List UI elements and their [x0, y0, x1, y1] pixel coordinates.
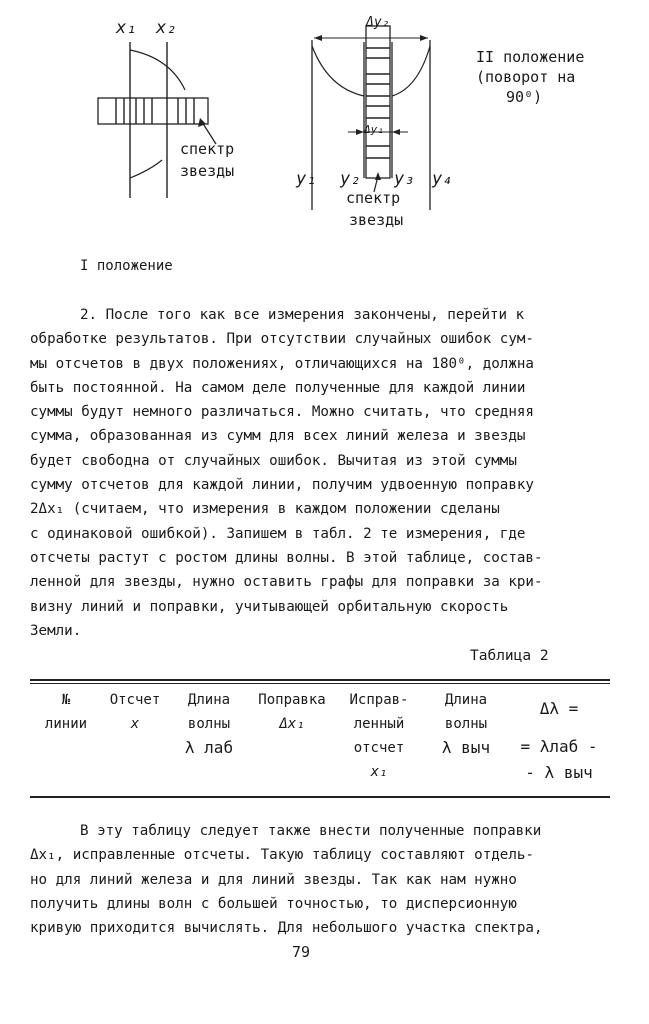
text-line: Земли.: [30, 622, 82, 639]
position-two-line3: 90⁰): [506, 88, 543, 106]
text-line: с одинаковой ошибкой). Запишем в табл. 2 те измерения, где: [30, 525, 526, 542]
position-two-line1: II положение: [476, 48, 585, 66]
axis-x1-label: x₁: [116, 18, 137, 38]
spectrum-lines: [116, 98, 194, 124]
position-two-line2: (поворот на: [476, 68, 576, 86]
table-header-computed-wavelength: Длина волны λ выч: [441, 692, 491, 757]
table-header-number: № линии: [44, 692, 88, 732]
image-arc-two: [312, 46, 364, 96]
text-line: 2Δx₁ (считаем, что измерения в каждом положении сделаны: [30, 501, 500, 518]
paragraph-1: [30, 303, 618, 643]
text-line: Δx₁, исправленные отсчеты. Такую таблицу составляют отдель-: [30, 847, 534, 864]
table-header-wavelength-difference: Δλ = = λлаб - - λ выч: [520, 699, 598, 782]
table-top-rule: [30, 679, 610, 681]
image-arc-two-right: [392, 46, 430, 96]
figure-position-one: [90, 20, 260, 200]
axis-x2-label: x₂: [156, 18, 177, 38]
text-line: ленной для звезды, нужно оставить графы для поправки за кри-: [30, 574, 543, 591]
spectrum-strip: [98, 98, 208, 124]
text-line: сумма, образованная из сумм для всех линий железа и звезды: [30, 428, 526, 445]
table-title: Таблица 2: [470, 648, 549, 664]
axis-y4-label: y₄: [432, 169, 453, 189]
spectrum-label-two-line1: спектр: [346, 189, 401, 207]
spectrum-lines-vertical: [366, 48, 390, 158]
table-top-rule-inner: [30, 683, 610, 684]
table-header-correction: Поправка Δx₁: [258, 692, 326, 732]
text-line: быть постоянной. На самом деле полученные для каждой линии: [30, 379, 526, 396]
text-line: но для линий железа и для линий звезды. Так как нам нужно: [30, 871, 517, 888]
spectrum-label-one-line2: звезды: [180, 162, 235, 180]
text-line: суммы будут немного различаться. Можно считать, что средняя: [30, 404, 534, 421]
table-header-reading: Отсчет x: [109, 692, 161, 732]
spectrum-label-one-line1: спектр: [180, 140, 235, 158]
table-bottom-rule: [30, 796, 610, 798]
axis-y1-label: y₁: [296, 169, 317, 189]
table-header-lab-wavelength: Длина волны λ лаб: [184, 692, 234, 757]
axis-y2-label: y₂: [340, 169, 361, 189]
page-number: 79: [292, 943, 311, 961]
position-two-label: [476, 47, 636, 107]
text-line: отсчеты растут с ростом длины волны. В этой таблице, состав-: [30, 549, 543, 566]
table-header-corrected-reading: Исправ- ленный отсчет x₁: [349, 692, 409, 780]
delta-y1-label: Δy₁: [364, 123, 384, 136]
text-line: получить длины волн с большей точностью, то дисперсионную: [30, 895, 517, 912]
text-line: визну линий и поправки, учитывающей орбитальную скорость: [30, 598, 509, 615]
text-line: будет свободна от случайных ошибок. Вычитая из этой суммы: [30, 452, 517, 469]
text-line: 2. После того как все измерения закончены, перейти к: [80, 307, 525, 323]
text-line: сумму отсчетов для каждой линии, получим удвоенную поправку: [30, 477, 534, 494]
text-line: В эту таблицу следует также внести полученные поправки: [80, 823, 542, 839]
caption-position-one: I положение: [80, 258, 173, 274]
delta-y2-label: Δy₂: [366, 15, 390, 30]
image-arc-lower: [130, 160, 162, 178]
text-line: кривую приходится вычислять. Для небольшого участка спектра,: [30, 920, 543, 937]
image-arc: [130, 50, 185, 90]
paragraph-2: [30, 819, 618, 940]
spectrum-label-two-line2: звезды: [349, 211, 404, 229]
axis-y3-label: y₃: [394, 169, 415, 189]
text-line: обработке результатов. При отсутствии случайных ошибок сум-: [30, 331, 534, 348]
text-line: мы отсчетов в двух положениях, отличающихся на 180⁰, должна: [30, 355, 534, 372]
